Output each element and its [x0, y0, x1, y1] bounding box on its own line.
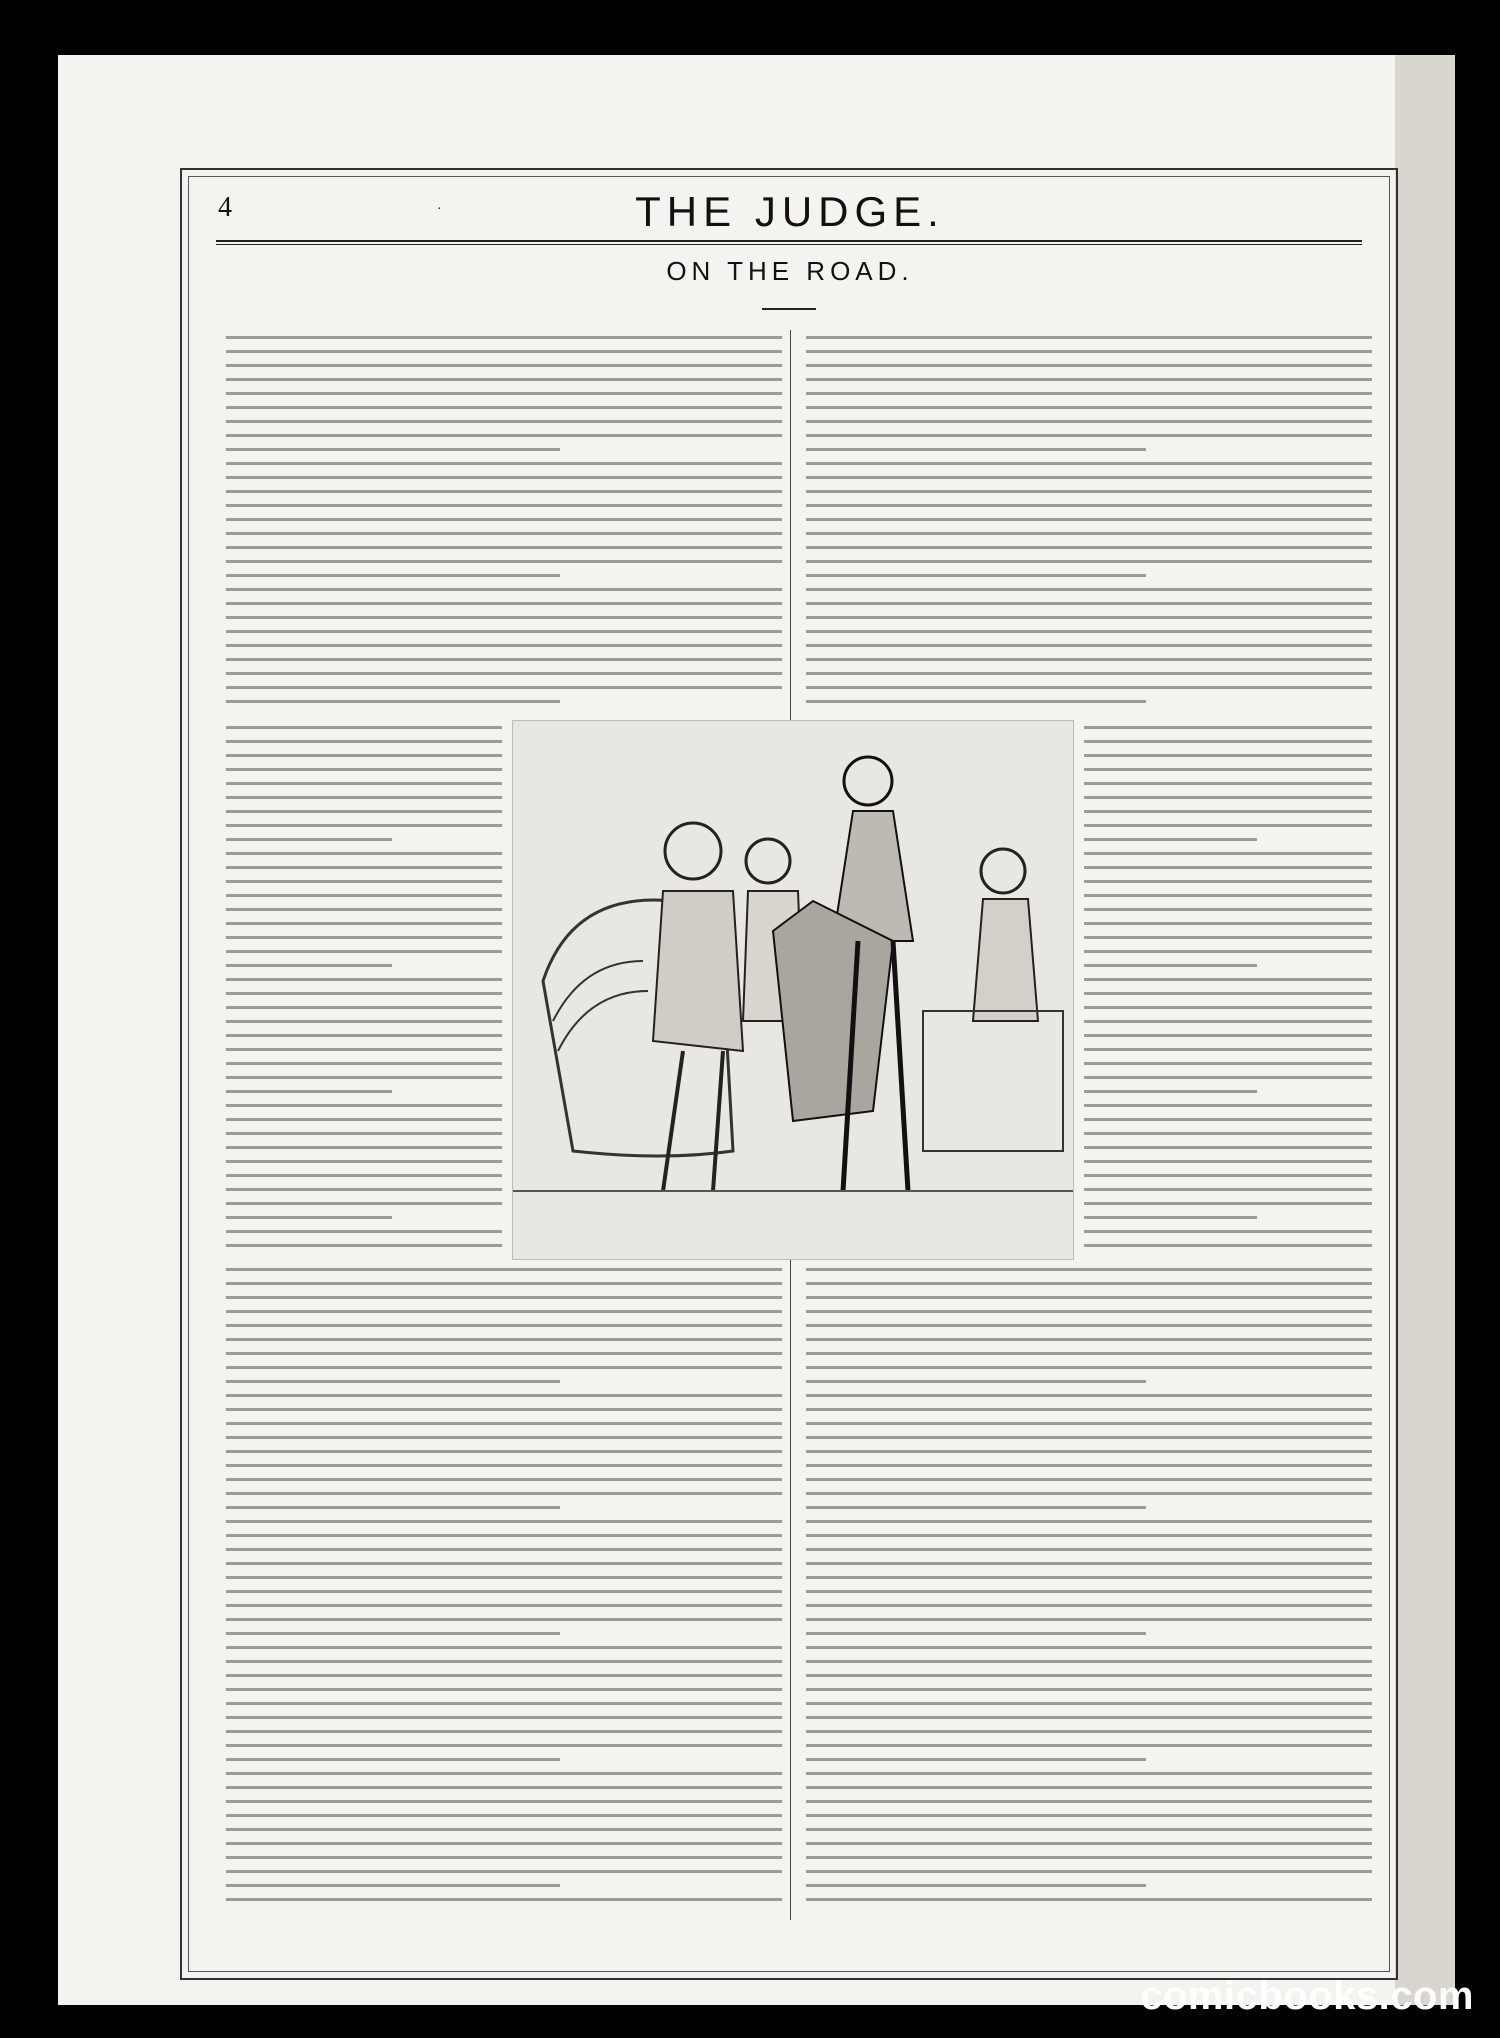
text-line	[806, 448, 1146, 451]
text-line	[806, 1758, 1146, 1761]
text-line	[226, 978, 502, 981]
text-line	[1084, 1090, 1257, 1093]
article-title: ON THE ROAD.	[666, 256, 914, 286]
text-line	[806, 1268, 1372, 1271]
text-line	[806, 1870, 1372, 1873]
text-line	[806, 1282, 1372, 1285]
text-line	[226, 922, 502, 925]
book-spine	[1395, 55, 1455, 2005]
text-line	[226, 1338, 782, 1341]
text-line	[1084, 1034, 1372, 1037]
text-line	[226, 1548, 782, 1551]
masthead-rule-thin	[216, 244, 1362, 245]
text-line	[1084, 880, 1372, 883]
text-line	[226, 1856, 782, 1859]
text-line	[806, 1478, 1372, 1481]
text-line	[1084, 992, 1372, 995]
text-line	[226, 490, 782, 493]
text-line	[226, 1828, 782, 1831]
text-line	[1084, 1104, 1372, 1107]
text-line	[226, 518, 782, 521]
text-line	[226, 560, 782, 563]
text-line	[806, 1464, 1372, 1467]
text-line	[806, 560, 1372, 563]
text-line	[806, 1394, 1372, 1397]
text-line	[806, 1660, 1372, 1663]
text-line	[806, 1338, 1372, 1341]
text-line	[1084, 1174, 1372, 1177]
text-line	[806, 1352, 1372, 1355]
text-line	[806, 1856, 1372, 1859]
text-line	[226, 1118, 502, 1121]
text-line	[806, 392, 1372, 395]
text-line	[1084, 1076, 1372, 1079]
text-line	[806, 1786, 1372, 1789]
text-line	[226, 992, 502, 995]
text-line	[806, 1534, 1372, 1537]
text-line	[1084, 978, 1372, 981]
text-line	[806, 364, 1372, 367]
text-line	[806, 1296, 1372, 1299]
text-line	[226, 768, 502, 771]
text-line	[806, 1702, 1372, 1705]
text-line	[226, 602, 782, 605]
text-line	[226, 1898, 782, 1901]
text-line	[806, 1814, 1372, 1817]
text-line	[806, 1422, 1372, 1425]
text-line	[806, 588, 1372, 591]
text-line	[226, 1576, 782, 1579]
illustration-drawing	[513, 721, 1073, 1259]
text-line	[226, 1730, 782, 1733]
text-line	[226, 1604, 782, 1607]
text-line	[806, 1436, 1372, 1439]
text-line	[226, 616, 782, 619]
text-line	[226, 1048, 502, 1051]
text-line	[226, 964, 392, 967]
masthead: THE JUDGE.	[635, 188, 945, 235]
text-line	[806, 1744, 1372, 1747]
text-line	[226, 1104, 502, 1107]
text-line	[226, 546, 782, 549]
text-line	[226, 476, 782, 479]
text-line	[806, 574, 1146, 577]
right-column-text	[806, 336, 1372, 714]
text-line	[226, 1146, 502, 1149]
text-line	[806, 1898, 1372, 1901]
text-line	[226, 1786, 782, 1789]
text-line	[806, 1632, 1146, 1635]
text-line	[226, 936, 502, 939]
text-line	[226, 1006, 502, 1009]
text-line	[226, 1506, 560, 1509]
text-line	[806, 350, 1372, 353]
text-line	[226, 852, 502, 855]
text-line	[1084, 1188, 1372, 1191]
text-line	[1084, 740, 1372, 743]
text-line	[806, 420, 1372, 423]
right-column-wrap-text	[1084, 726, 1372, 1258]
text-line	[806, 1674, 1372, 1677]
text-line	[226, 658, 782, 661]
text-line	[226, 532, 782, 535]
text-line	[806, 630, 1372, 633]
text-line	[1084, 838, 1257, 841]
text-line	[226, 880, 502, 883]
text-line	[806, 1492, 1372, 1495]
right-column-bottom-text	[806, 1268, 1372, 1912]
text-line	[806, 1450, 1372, 1453]
text-line	[226, 406, 782, 409]
text-line	[806, 1604, 1372, 1607]
text-line	[226, 630, 782, 633]
text-line	[806, 1310, 1372, 1313]
text-line	[1084, 726, 1372, 729]
text-line	[806, 686, 1372, 689]
text-line	[1084, 1062, 1372, 1065]
text-line	[806, 1646, 1372, 1649]
text-line	[226, 824, 502, 827]
text-line	[806, 462, 1372, 465]
text-line	[226, 1800, 782, 1803]
text-line	[226, 782, 502, 785]
text-line	[226, 1174, 502, 1177]
text-line	[806, 1828, 1372, 1831]
text-line	[806, 700, 1146, 703]
text-line	[806, 532, 1372, 535]
text-line	[1084, 950, 1372, 953]
text-line	[1084, 1132, 1372, 1135]
text-line	[226, 1188, 502, 1191]
text-line	[226, 686, 782, 689]
text-line	[226, 1870, 782, 1873]
text-line	[1084, 908, 1372, 911]
text-line	[226, 448, 560, 451]
text-line	[806, 336, 1372, 339]
text-line	[806, 476, 1372, 479]
text-line	[226, 1034, 502, 1037]
text-line	[226, 1884, 560, 1887]
text-line	[806, 602, 1372, 605]
text-line	[226, 1534, 782, 1537]
text-line	[226, 1160, 502, 1163]
text-line	[226, 1282, 782, 1285]
text-line	[1084, 754, 1372, 757]
text-line	[226, 1076, 502, 1079]
text-line	[226, 950, 502, 953]
text-line	[226, 1202, 502, 1205]
text-line	[226, 420, 782, 423]
text-line	[226, 434, 782, 437]
text-line	[226, 504, 782, 507]
text-line	[226, 588, 782, 591]
text-line	[1084, 936, 1372, 939]
text-line	[806, 1842, 1372, 1845]
text-line	[806, 378, 1372, 381]
text-line	[226, 1632, 560, 1635]
page-number: 4	[218, 192, 232, 223]
text-line	[806, 644, 1372, 647]
text-line	[806, 1884, 1146, 1887]
text-line	[1084, 768, 1372, 771]
text-line	[806, 434, 1372, 437]
text-line	[226, 1216, 392, 1219]
text-line	[1084, 1202, 1372, 1205]
masthead-rule	[216, 240, 1362, 242]
text-line	[226, 740, 502, 743]
text-line	[226, 1090, 392, 1093]
text-line	[226, 1562, 782, 1565]
text-line	[1084, 964, 1257, 967]
text-line	[1084, 1230, 1372, 1233]
text-line	[226, 810, 502, 813]
text-line	[806, 672, 1372, 675]
text-line	[226, 700, 560, 703]
text-line	[226, 1394, 782, 1397]
text-line	[226, 1244, 502, 1247]
text-line	[1084, 1160, 1372, 1163]
text-line	[226, 754, 502, 757]
text-line	[806, 406, 1372, 409]
text-line	[1084, 1020, 1372, 1023]
text-line	[226, 336, 782, 339]
text-line	[226, 1408, 782, 1411]
text-line	[226, 1422, 782, 1425]
text-line	[806, 1618, 1372, 1621]
text-line	[1084, 1006, 1372, 1009]
text-line	[226, 1744, 782, 1747]
watermark: comicbooks.com	[1140, 1974, 1474, 2018]
text-line	[1084, 922, 1372, 925]
text-line	[226, 1590, 782, 1593]
text-line	[806, 1800, 1372, 1803]
text-line	[226, 908, 502, 911]
text-line	[1084, 1244, 1372, 1247]
left-column-text	[226, 336, 782, 714]
text-line	[226, 1062, 502, 1065]
text-line	[1084, 796, 1372, 799]
text-line	[226, 1618, 782, 1621]
text-line	[226, 1674, 782, 1677]
text-line	[1084, 824, 1372, 827]
text-line	[806, 1772, 1372, 1775]
text-line	[806, 546, 1372, 549]
text-line	[226, 838, 392, 841]
text-line	[226, 1758, 560, 1761]
text-line	[1084, 782, 1372, 785]
text-line	[226, 1646, 782, 1649]
decorative-dot: ·	[437, 202, 442, 217]
text-line	[1084, 1146, 1372, 1149]
text-line	[226, 1688, 782, 1691]
text-line	[226, 866, 502, 869]
text-line	[226, 894, 502, 897]
text-line	[226, 1296, 782, 1299]
text-line	[806, 1562, 1372, 1565]
left-column-bottom-text	[226, 1268, 782, 1912]
text-line	[806, 504, 1372, 507]
text-line	[226, 726, 502, 729]
text-line	[226, 1464, 782, 1467]
text-line	[226, 1230, 502, 1233]
text-line	[1084, 894, 1372, 897]
text-line	[806, 1366, 1372, 1369]
text-line	[226, 1520, 782, 1523]
text-line	[226, 350, 782, 353]
text-line	[806, 1408, 1372, 1411]
text-line	[806, 1730, 1372, 1733]
text-line	[806, 490, 1372, 493]
text-line	[226, 574, 560, 577]
text-line	[226, 1352, 782, 1355]
text-line	[1084, 810, 1372, 813]
text-line	[1084, 1118, 1372, 1121]
text-line	[226, 1772, 782, 1775]
text-line	[806, 658, 1372, 661]
text-line	[1084, 866, 1372, 869]
text-line	[226, 1366, 782, 1369]
text-line	[226, 672, 782, 675]
text-line	[226, 1132, 502, 1135]
text-line	[226, 1310, 782, 1313]
text-line	[806, 1688, 1372, 1691]
text-line	[226, 1020, 502, 1023]
text-line	[806, 1506, 1146, 1509]
illustration	[512, 720, 1074, 1260]
text-line	[226, 1842, 782, 1845]
text-line	[806, 1576, 1372, 1579]
text-line	[226, 1716, 782, 1719]
text-line	[226, 1450, 782, 1453]
text-line	[806, 518, 1372, 521]
text-line	[806, 616, 1372, 619]
text-line	[226, 1478, 782, 1481]
left-column-wrap-text	[226, 726, 502, 1258]
text-line	[226, 1492, 782, 1495]
text-line	[806, 1716, 1372, 1719]
text-line	[226, 1380, 560, 1383]
text-line	[806, 1520, 1372, 1523]
text-line	[226, 1660, 782, 1663]
text-line	[1084, 1216, 1257, 1219]
text-line	[226, 462, 782, 465]
text-line	[806, 1590, 1372, 1593]
text-line	[806, 1324, 1372, 1327]
text-line	[1084, 1048, 1372, 1051]
text-line	[226, 1702, 782, 1705]
text-line	[226, 796, 502, 799]
text-line	[1084, 852, 1372, 855]
text-line	[226, 364, 782, 367]
text-line	[226, 1436, 782, 1439]
text-line	[226, 392, 782, 395]
title-rule	[762, 308, 816, 310]
text-line	[226, 378, 782, 381]
text-line	[226, 644, 782, 647]
text-line	[226, 1324, 782, 1327]
text-line	[226, 1814, 782, 1817]
text-line	[226, 1268, 782, 1271]
text-line	[806, 1548, 1372, 1551]
text-line	[806, 1380, 1146, 1383]
